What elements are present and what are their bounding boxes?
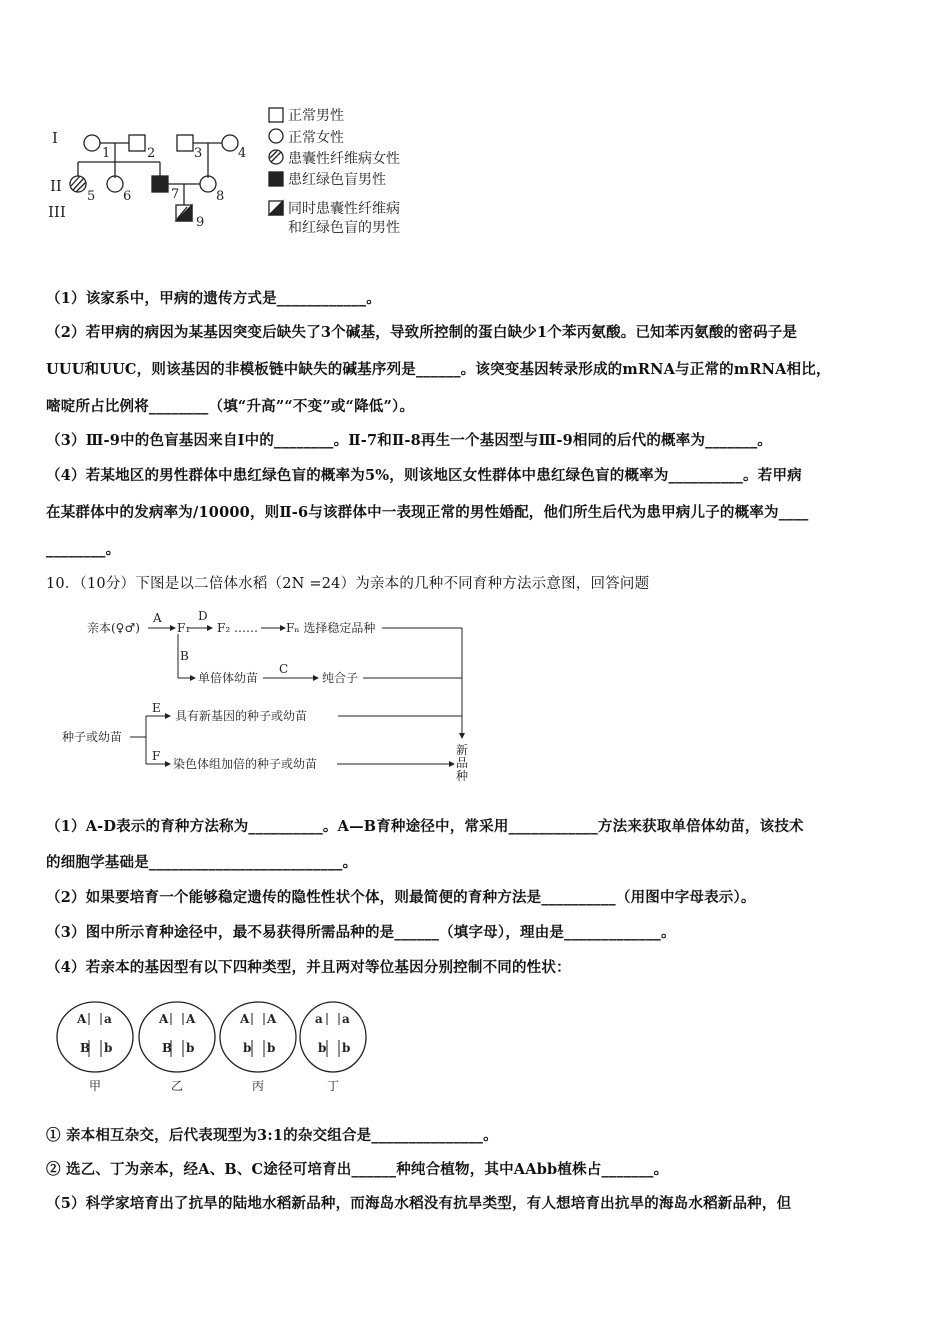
individual-number: 6 (123, 189, 132, 204)
individual-number: 9 (196, 215, 205, 230)
gene-label: b (342, 1041, 351, 1055)
flow-result: 新 (456, 743, 469, 757)
legend-item: 患囊性纤维病女性 (288, 151, 400, 167)
flow-fn: Fₙ 选择稳定品种 (286, 621, 376, 635)
individual-number: 7 (171, 187, 180, 202)
q9-part4-line1: （4）若某地区的男性群体中患红绿色盲的概率为5%，则该地区女性群体中患红绿色盲的概率为__________。若甲病 (46, 467, 802, 484)
cell-label: 甲 (89, 1079, 102, 1093)
legend-item: 同时患囊性纤维病 (288, 201, 400, 217)
cell-outline (220, 1002, 296, 1072)
q10-sub1: ① 亲本相互杂交，后代表现型为3:1的杂交组合是_______________。 (46, 1127, 498, 1144)
legend-item: 和红绿色盲的男性 (288, 220, 400, 236)
q10-header: 10．（10分）下图是以二倍体水稻（2N =24）为亲本的几种不同育种方法示意图，回答问题 (46, 576, 650, 592)
flow-seed: 种子或幼苗 (62, 730, 123, 744)
gene-label: a (342, 1012, 350, 1026)
gen-label: III (48, 203, 66, 221)
q9-part1: （1）该家系中，甲病的遗传方式是____________。 (46, 290, 381, 307)
q9-part2-line3: 嘧啶所占比例将________（填“升高”“不变”或“降低”）。 (46, 398, 415, 415)
cell-label: 丁 (327, 1079, 340, 1093)
gene-label: B (162, 1041, 173, 1055)
flow-doubled: 染色体组加倍的种子或幼苗 (173, 757, 318, 771)
q9-part4-line3: ________。 (46, 541, 121, 558)
flow-f1: F₁ (177, 621, 191, 635)
flow-label-d: D (198, 609, 208, 623)
individual-number: 5 (87, 189, 96, 204)
legend-item: 患红绿色盲男性 (288, 172, 386, 188)
individual-number: 2 (147, 146, 156, 161)
flow-result: 品 (456, 756, 469, 770)
gene-label: B (80, 1041, 91, 1055)
gene-label: A (267, 1012, 277, 1026)
gene-label: b (243, 1041, 252, 1055)
flow-pure: 纯合子 (322, 671, 359, 685)
individual-number: 3 (194, 146, 203, 161)
gene-label: b (318, 1041, 327, 1055)
gene-label: A (77, 1012, 87, 1026)
genotype-cells (40, 995, 420, 1095)
q10-part1-line2: 的细胞学基础是__________________________。 (46, 854, 358, 871)
gene-label: A (240, 1012, 250, 1026)
q10-part1-line1: （1）A-D表示的育种方法称为__________。A—B育种途径中，常采用____________方法来获取单倍体幼苗，该技术 (46, 818, 804, 835)
q10-sub2: ② 选乙、丁为亲本，经A、B、C途径可培育出______种纯合植物，其中AAbb植株占_______。 (46, 1161, 669, 1178)
individual-number: 8 (216, 189, 225, 204)
individual-number: 1 (102, 146, 111, 161)
gene-label: A (186, 1012, 196, 1026)
flow-result: 种 (456, 769, 469, 783)
flow-label-f: F (152, 749, 161, 763)
gen-label: II (50, 177, 62, 195)
individual-number: 4 (238, 146, 247, 161)
q10-part3: （3）图中所示育种途径中，最不易获得所需品种的是______（填字母），理由是_____________。 (46, 924, 676, 941)
gene-label: a (315, 1012, 323, 1026)
flow-label-e: E (152, 701, 161, 715)
cell-label: 乙 (171, 1079, 184, 1093)
flow-f2: F₂ …… (217, 621, 258, 635)
flow-label-c: C (279, 662, 289, 676)
flow-parent: 亲本(♀♂) (87, 621, 140, 635)
legend-item: 正常男性 (288, 108, 344, 124)
q9-part4-line2: 在某群体中的发病率为/10000，则Ⅱ-6与该群体中一表现正常的男性婚配，他们所生后代为患甲病儿子的概率为____ (46, 504, 809, 521)
q9-part3: （3）Ⅲ-9中的色盲基因来自Ⅰ中的________。Ⅱ-7和Ⅱ-8再生一个基因型与Ⅲ-9相同的后代的概率为_______。 (46, 432, 773, 449)
q10-part4: （4）若亲本的基因型有以下四种类型，并且两对等位基因分别控制不同的性状： (46, 959, 571, 976)
q9-part2-line2: UUU和UUC，则该基因的非模板链中缺失的碱基序列是______。该突变基因转录形成的mRNA与正常的mRNA相比， (46, 361, 831, 378)
flow-haploid: 单倍体幼苗 (198, 671, 259, 685)
gene-label: a (104, 1012, 112, 1026)
flow-label-b: B (180, 649, 189, 663)
gene-label: b (267, 1041, 276, 1055)
gene-label: b (104, 1041, 113, 1055)
cell-label: 丙 (252, 1079, 265, 1093)
gen-label: I (52, 129, 58, 147)
gene-label: A (159, 1012, 169, 1026)
legend-item: 正常女性 (288, 130, 344, 146)
gene-label: b (186, 1041, 195, 1055)
pedigree-diagram (40, 100, 440, 240)
breeding-flow-diagram (60, 600, 480, 790)
cell-outline (57, 1002, 133, 1072)
cell-outline (300, 1002, 366, 1072)
flow-label-a: A (153, 611, 162, 625)
q10-part2: （2）如果要培育一个能够稳定遗传的隐性性状个体，则最简便的育种方法是__________（用图中字母表示）。 (46, 889, 756, 906)
flow-newgene: 具有新基因的种子或幼苗 (175, 709, 308, 723)
q9-part2-line1: （2）若甲病的病因为某基因突变后缺失了3个碱基，导致所控制的蛋白缺少1个苯丙氨酸。已知苯丙氨酸的密码子是 (46, 324, 798, 341)
cell-outline (139, 1002, 215, 1072)
q10-part5: （5）科学家培育出了抗旱的陆地水稻新品种，而海岛水稻没有抗旱类型，有人想培育出抗旱的海岛水稻新品种，但 (46, 1195, 792, 1212)
